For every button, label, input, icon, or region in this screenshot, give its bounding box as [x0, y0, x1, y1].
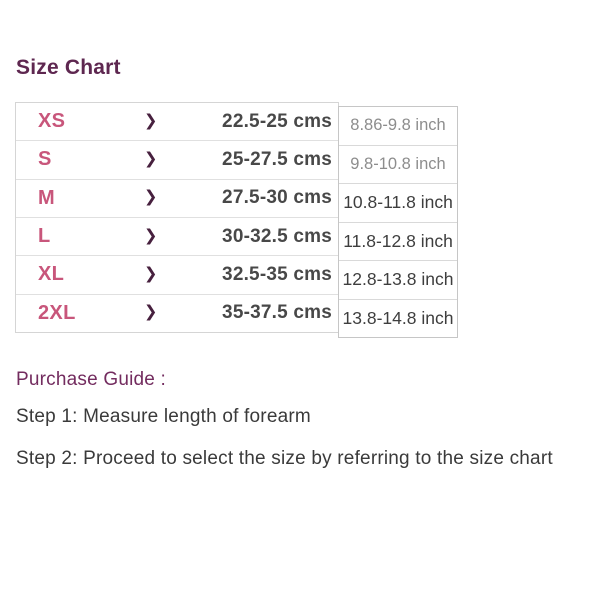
purchase-guide-step-1: Step 1: Measure length of forearm	[16, 406, 311, 427]
size-chart-table	[15, 102, 339, 333]
purchase-guide-step-2: Step 2: Proceed to select the size by referring to the size chart	[16, 448, 553, 469]
size-label: L	[38, 225, 51, 248]
chevron-right-icon: ❯	[144, 227, 158, 245]
inch-value: 13.8-14.8 inch	[339, 299, 457, 338]
table-row-l	[16, 217, 338, 255]
size-label: M	[38, 186, 55, 209]
chevron-right-icon: ❯	[144, 265, 158, 283]
chevron-right-icon: ❯	[144, 150, 158, 168]
size-label: XS	[38, 110, 66, 133]
inch-value: 8.86-9.8 inch	[350, 116, 446, 135]
inch-value: 11.8-12.8 inch	[339, 222, 457, 261]
table-row-2xl	[16, 294, 338, 332]
table-row-s	[16, 140, 338, 178]
size-label: S	[38, 148, 52, 171]
cms-value: 22.5-25 cms	[222, 110, 332, 132]
chevron-right-icon: ❯	[144, 303, 158, 321]
table-row-xs	[16, 103, 338, 140]
inch-value: 12.8-13.8 inch	[339, 260, 457, 299]
inch-value: 10.8-11.8 inch	[339, 183, 457, 222]
page-title: Size Chart	[16, 56, 121, 79]
table-row-m	[16, 179, 338, 217]
inch-column	[338, 106, 458, 338]
chevron-right-icon: ❯	[144, 112, 158, 130]
chevron-right-icon: ❯	[144, 188, 158, 206]
cms-value: 25-27.5 cms	[222, 148, 332, 170]
cms-value: 32.5-35 cms	[222, 263, 332, 285]
table-row-xl	[16, 255, 338, 293]
cms-value: 35-37.5 cms	[222, 302, 332, 324]
cms-value: 27.5-30 cms	[222, 187, 332, 209]
size-label: 2XL	[38, 301, 76, 324]
purchase-guide-heading: Purchase Guide :	[16, 369, 167, 390]
size-label: XL	[38, 263, 65, 286]
inch-value: 9.8-10.8 inch	[339, 145, 457, 184]
cms-value: 30-32.5 cms	[222, 225, 332, 247]
